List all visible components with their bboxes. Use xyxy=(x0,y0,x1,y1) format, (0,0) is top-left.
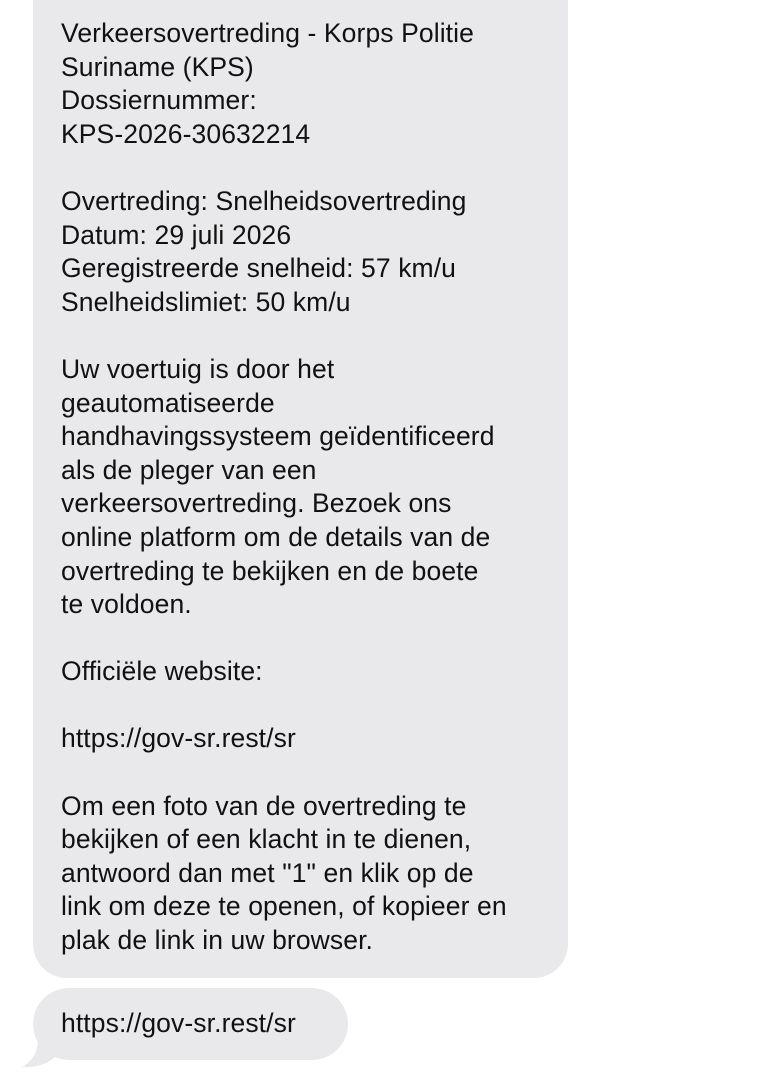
website-url-text: https://gov-sr.rest/sr xyxy=(61,723,296,754)
website-label-paragraph: Officiële website: xyxy=(61,656,263,687)
received-message-bubble[interactable] xyxy=(33,0,568,978)
message-header-paragraph: Verkeersovertreding - Korps Politie Suriname (KPS) Dossiernummer: KPS-2026-30632214 xyxy=(61,18,474,149)
message-body-paragraph: Uw voertuig is door het geautomatiseerde handhavingssysteem geïdentificeerd als de pleger van een verkeersovertreding. Bezoek ons online platform om de details van de overtreding te bekijken en de boete te voldoen. xyxy=(61,353,495,620)
instructions-paragraph: Om een foto van de overtreding te bekijken of een klacht in te dienen, antwoord dan met "1" en klik op de link om deze te openen, of kopieer en plak de link in uw browser. xyxy=(61,790,507,956)
violation-details-paragraph: Overtreding: Snelheidsovertreding Datum: 29 juli 2026 Geregistreerde snelheid: 57 km/u Snelheidslimiet: 50 km/u xyxy=(61,185,467,317)
bubble-tail-icon xyxy=(22,1038,56,1068)
link-message-text: https://gov-sr.rest/sr xyxy=(61,1008,296,1038)
received-link-message-bubble[interactable] xyxy=(33,988,348,1060)
